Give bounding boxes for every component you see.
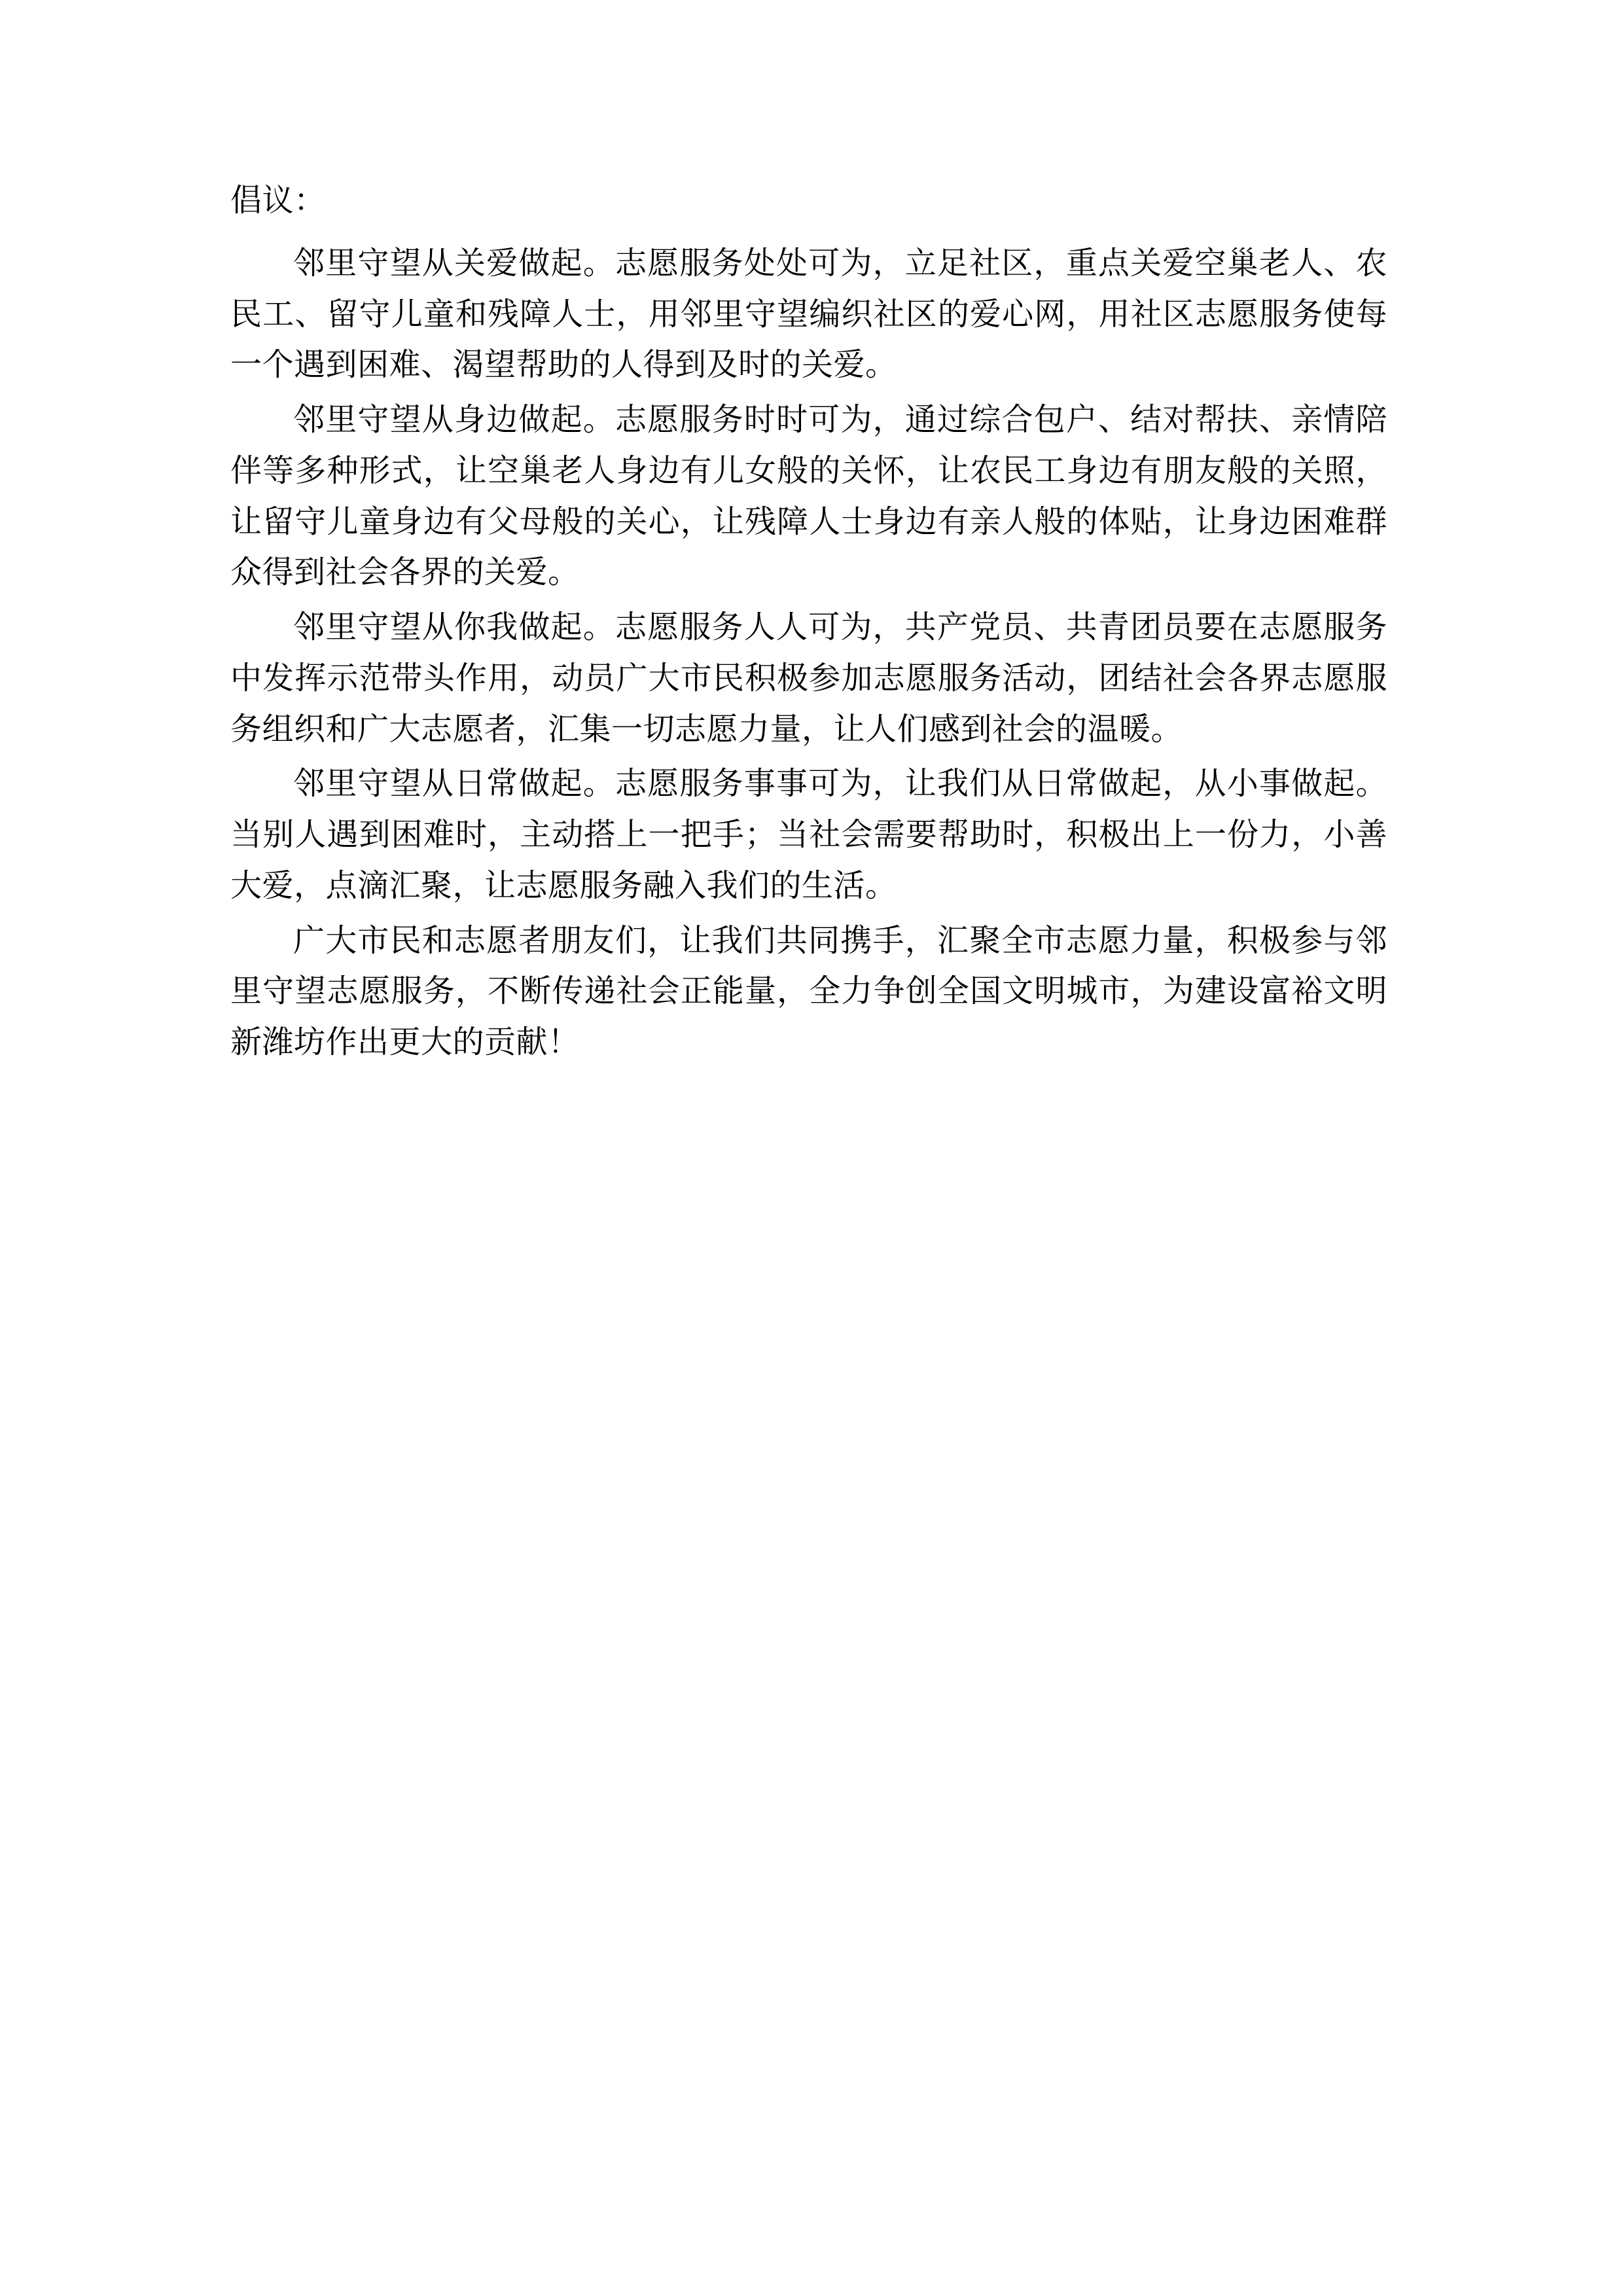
paragraph-body-2: 邻里守望从身边做起。志愿服务时时可为，通过综合包户、结对帮扶、亲情陪伴等多种形式，让空巢老人身边有儿女般的关怀，让农民工身边有朋友般的关照，让留守儿童身边有父母般的关心，让残障人士身边有亲人般的体贴，让身边困难群众得到社会各界的关爱。	[230, 401, 1387, 591]
paragraph-body-3: 邻里守望从你我做起。志愿服务人人可为，共产党员、共青团员要在志愿服务中发挥示范带头作用，动员广大市民积极参加志愿服务活动，团结社会各界志愿服务组织和广大志愿者，汇集一切志愿力量，让人们感到社会的温暖。	[230, 609, 1387, 747]
paragraph-body-1: 邻里守望从关爱做起。志愿服务处处可为，立足社区，重点关爱空巢老人、农民工、留守儿童和残障人士，用邻里守望编织社区的爱心网，用社区志愿服务使每一个遇到困难、渴望帮助的人得到及时的关爱。	[230, 244, 1387, 384]
paragraph-body-5: 广大市民和志愿者朋友们，让我们共同携手，汇聚全市志愿力量，积极参与邻里守望志愿服务，不断传递社会正能量，全力争创全国文明城市，为建设富裕文明新潍坊作出更大的贡献！	[230, 922, 1387, 1060]
document-body	[230, 175, 1387, 1072]
paragraph-intro: 倡议：	[230, 182, 326, 219]
paragraph-body-4: 邻里守望从日常做起。志愿服务事事可为，让我们从日常做起，从小事做起。当别人遇到困难时，主动搭上一把手；当社会需要帮助时，积极出上一份力，小善大爱，点滴汇聚，让志愿服务融入我们的生活。	[230, 765, 1387, 904]
